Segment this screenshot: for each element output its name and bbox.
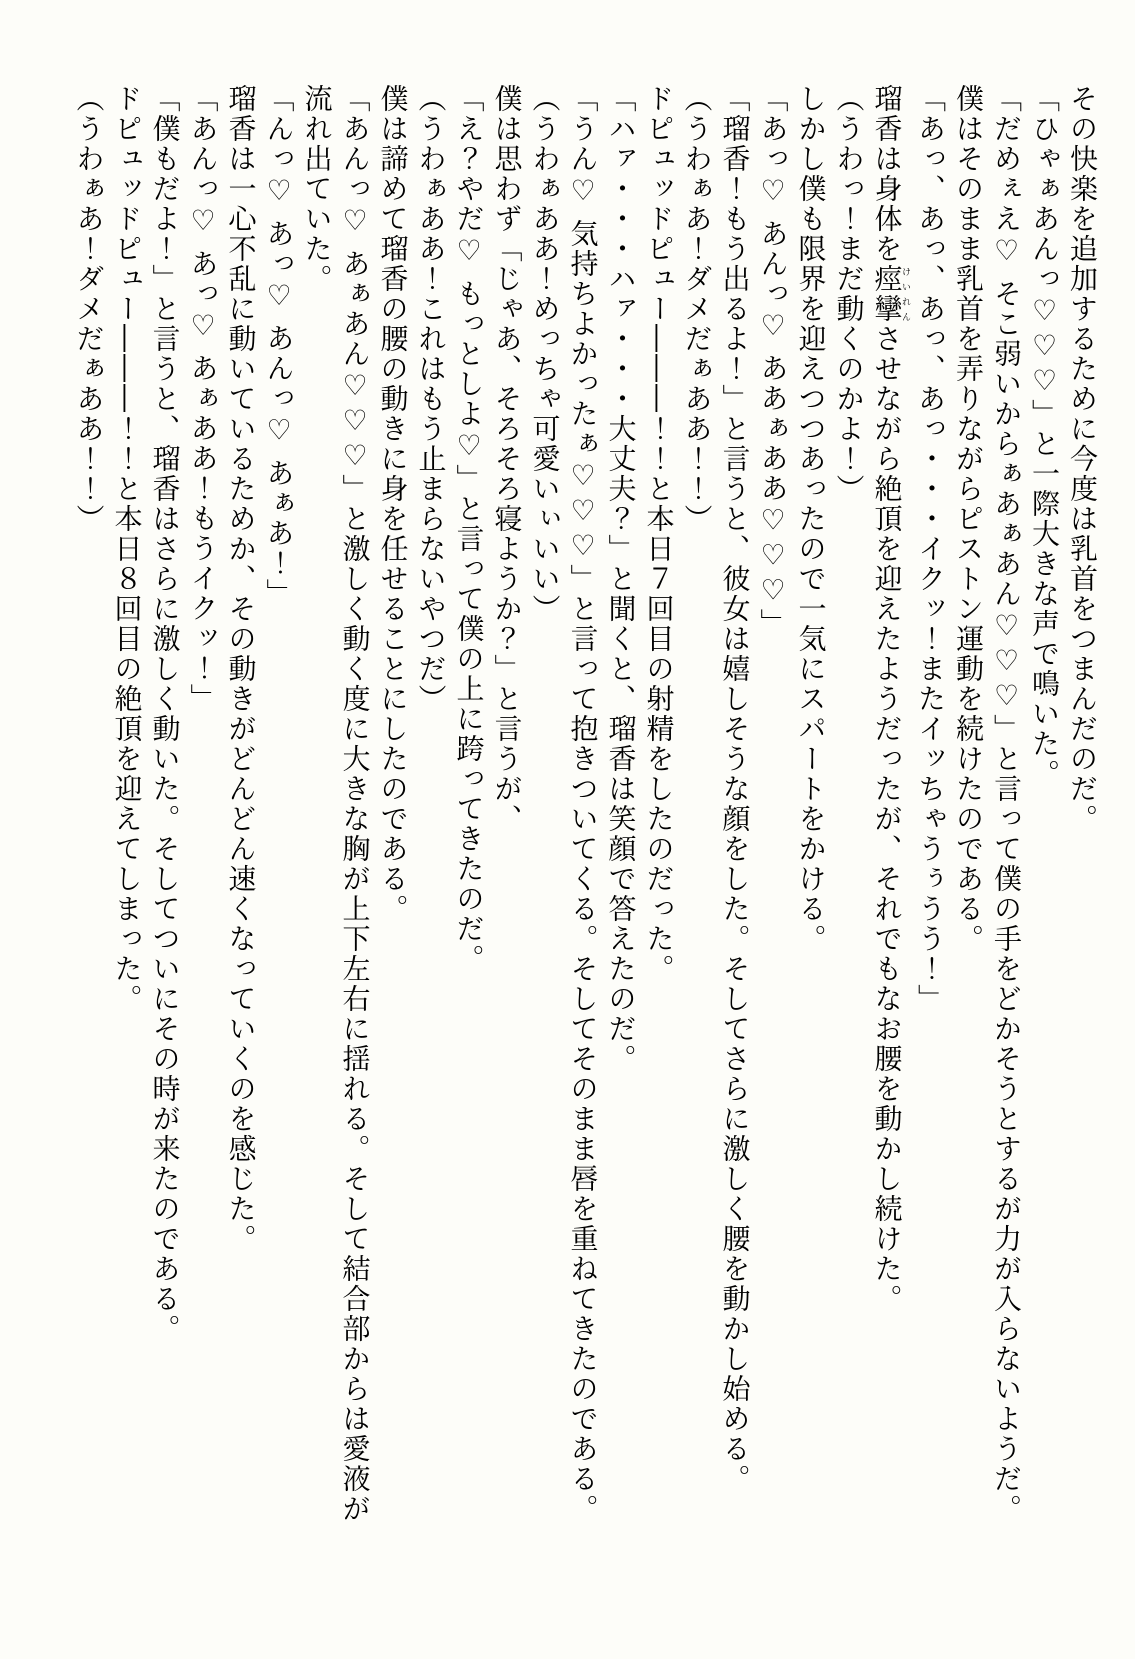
paragraph: （うわぁああ！めっちゃ可愛いぃいい） <box>529 84 561 624</box>
paragraph: （うわぁあ！ダメだぁああ！！） <box>73 84 105 534</box>
paragraph: 「瑠香！もう出るよ！」と言うと、彼女は嬉しそうな顔をした。そしてさらに激しく腰を動かし始める。 <box>719 84 751 1494</box>
paragraph: 瑠香は一心不乱に動いているためか、その動きがどんどん速くなっていくのを感じた。 <box>225 84 257 1254</box>
paragraph: ドピュッドピュー―――！！と本日７回目の射精をしたのだった。 <box>643 84 675 984</box>
paragraph: 「だめぇえ♡ そこ弱いからぁあぁあん♡♡♡」と言って僕の手をどかそうとするが力が入らないようだ。 <box>991 84 1022 1524</box>
paragraph: 「あっ♡ あんっ♡ ああぁああ♡♡♡」 <box>757 84 789 639</box>
paragraph: 瑠香は身体を痙攣けいれんさせながら絶頂を迎えたようだったが、それでもなお腰を動かし続けた。 <box>871 84 911 1314</box>
paragraph: 「あんっ♡ あっ♡ あぁああ！もうイクッ！」 <box>187 84 219 714</box>
paragraph: その快楽を追加するために今度は乳首をつまんだのだ。 <box>1067 84 1098 834</box>
paragraph: しかし僕も限界を迎えつつあったので一気にスパートをかける。 <box>795 84 827 954</box>
paragraph: ドピュッドピュー―――！！と本日８回目の絶頂を迎えてしまった。 <box>111 84 143 1014</box>
paragraph: 僕は諦めて瑠香の腰の動きに身を任せることにしたのである。 <box>377 84 409 924</box>
paragraph: 「うん♡ 気持ちよかったぁ♡♡♡」と言って抱きついてくる。そしてそのまま唇を重ねてきたのである。 <box>567 84 599 1524</box>
paragraph: （うわぁああ！これはもう止まらないやつだ） <box>415 84 447 714</box>
paragraph: 「あんっ♡ あぁあん♡♡♡」と激しく動く度に大きな胸が上下左右に揺れる。そして結合部からは愛液が流れ出ていた。 <box>301 84 371 1524</box>
paragraph: 「ひゃぁあんっ♡♡♡」と一際大きな声で鳴いた。 <box>1029 84 1060 789</box>
paragraph: 僕は思わず「じゃあ、そろそろ寝ようか？」と言うが、 <box>491 84 523 834</box>
paragraph: 「え？やだ♡ もっとしよ♡」と言って僕の上に跨ってきたのだ。 <box>453 84 485 974</box>
paragraph: 僕はそのまま乳首を弄りながらピストン運動を続けたのである。 <box>953 84 984 954</box>
paragraph: 「僕もだよ！」と言うと、瑠香はさらに激しく動いた。そしてついにその時が来たのである。 <box>149 84 181 1344</box>
furigana-annotated-word: 痙攣けいれん <box>871 264 911 324</box>
paragraph: 「んっ♡ あっ♡ あんっ♡ あぁあ！」 <box>263 84 295 609</box>
paragraph: （うわっ！まだ動くのかよ！） <box>833 84 865 504</box>
paragraph: 「あっ、あっ、あっ、あっ・・・イクッ！またイッちゃうぅうう！」 <box>915 84 946 1014</box>
text-flow <box>20 84 1101 1524</box>
paragraph: 「ハァ・・・ハァ・・・大丈夫？」と聞くと、瑠香は笑顔で答えたのだ。 <box>605 84 637 1074</box>
paragraph: （うわぁあ！ダメだぁああ！！） <box>681 84 713 534</box>
